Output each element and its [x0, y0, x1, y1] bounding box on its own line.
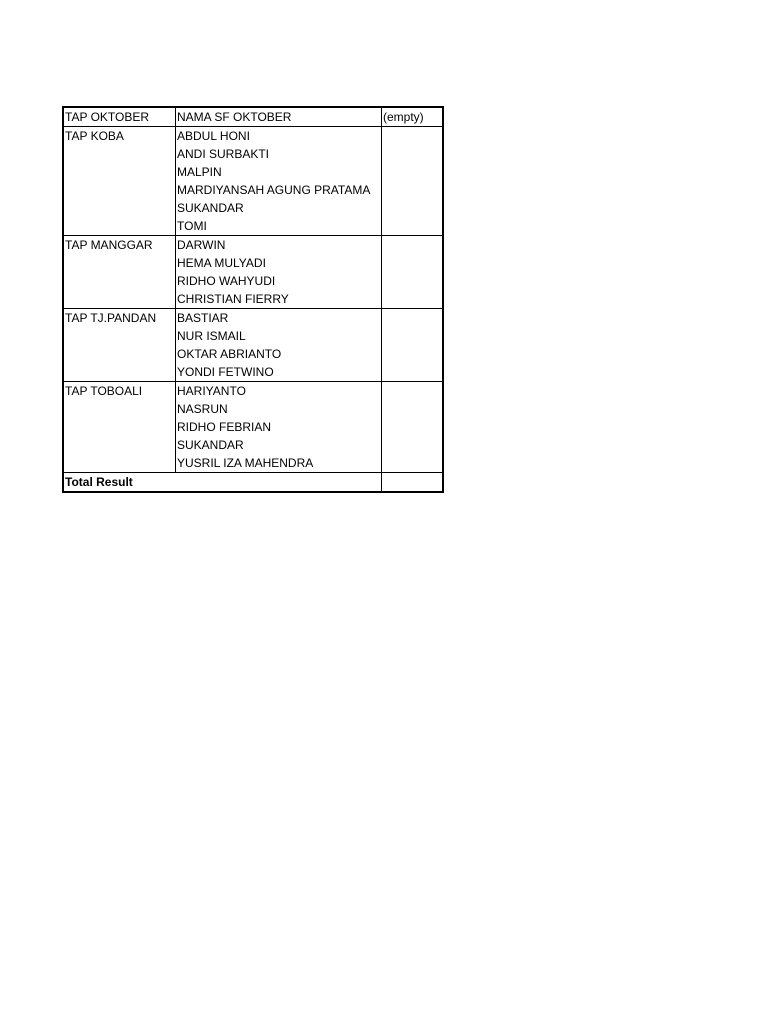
value-cell[interactable]	[382, 217, 444, 236]
value-cell[interactable]	[382, 436, 444, 454]
name-cell[interactable]: SUKANDAR	[176, 199, 382, 217]
value-cell[interactable]	[382, 327, 444, 345]
table-row	[63, 382, 443, 401]
value-cell[interactable]	[382, 382, 444, 401]
name-cell[interactable]: RIDHO FEBRIAN	[176, 418, 382, 436]
pivot-table	[62, 106, 444, 493]
tap-cell[interactable]: TAP TJ.PANDAN	[63, 309, 176, 328]
total-row	[63, 473, 443, 493]
name-cell[interactable]: NASRUN	[176, 400, 382, 418]
value-cell[interactable]	[382, 418, 444, 436]
table-row	[63, 217, 443, 236]
value-cell[interactable]	[382, 181, 444, 199]
tap-cell[interactable]: TAP TOBOALI	[63, 382, 176, 401]
table-row	[63, 327, 443, 345]
name-cell[interactable]: SUKANDAR	[176, 436, 382, 454]
tap-cell-blank[interactable]	[63, 436, 176, 454]
table-row	[63, 418, 443, 436]
name-cell[interactable]: YUSRIL IZA MAHENDRA	[176, 454, 382, 473]
value-cell[interactable]	[382, 272, 444, 290]
value-cell[interactable]	[382, 236, 444, 255]
tap-cell-blank[interactable]	[63, 454, 176, 473]
name-cell[interactable]: HARIYANTO	[176, 382, 382, 401]
name-cell[interactable]: OKTAR ABRIANTO	[176, 345, 382, 363]
value-cell[interactable]	[382, 363, 444, 382]
value-cell[interactable]	[382, 290, 444, 309]
value-cell[interactable]	[382, 454, 444, 473]
header-nama-sf-oktober[interactable]: NAMA SF OKTOBER	[176, 107, 382, 127]
value-cell[interactable]	[382, 345, 444, 363]
tap-cell-blank[interactable]	[63, 217, 176, 236]
value-cell[interactable]	[382, 145, 444, 163]
value-cell[interactable]	[382, 400, 444, 418]
table-row	[63, 163, 443, 181]
tap-cell[interactable]: TAP KOBA	[63, 127, 176, 146]
name-cell[interactable]: ANDI SURBAKTI	[176, 145, 382, 163]
header-tap-oktober[interactable]: TAP OKTOBER	[63, 107, 176, 127]
table-row	[63, 363, 443, 382]
tap-cell-blank[interactable]	[63, 290, 176, 309]
value-cell[interactable]	[382, 163, 444, 181]
name-cell[interactable]: ABDUL HONI	[176, 127, 382, 146]
tap-cell-blank[interactable]	[63, 199, 176, 217]
table-row	[63, 254, 443, 272]
table-row	[63, 454, 443, 473]
name-cell[interactable]: TOMI	[176, 217, 382, 236]
table-row	[63, 436, 443, 454]
table-row	[63, 199, 443, 217]
total-result-label[interactable]: Total Result	[63, 473, 382, 493]
name-cell[interactable]: MALPIN	[176, 163, 382, 181]
tap-cell-blank[interactable]	[63, 400, 176, 418]
tap-cell-blank[interactable]	[63, 181, 176, 199]
table-row	[63, 290, 443, 309]
spreadsheet-area	[62, 106, 444, 493]
tap-cell-blank[interactable]	[63, 163, 176, 181]
value-cell[interactable]	[382, 127, 444, 146]
table-row	[63, 400, 443, 418]
table-row	[63, 345, 443, 363]
name-cell[interactable]: NUR ISMAIL	[176, 327, 382, 345]
table-row	[63, 127, 443, 146]
header-row	[63, 107, 443, 127]
tap-cell[interactable]: TAP MANGGAR	[63, 236, 176, 255]
table-row	[63, 145, 443, 163]
value-cell[interactable]	[382, 254, 444, 272]
name-cell[interactable]: HEMA MULYADI	[176, 254, 382, 272]
name-cell[interactable]: YONDI FETWINO	[176, 363, 382, 382]
table-row	[63, 236, 443, 255]
tap-cell-blank[interactable]	[63, 145, 176, 163]
name-cell[interactable]: CHRISTIAN FIERRY	[176, 290, 382, 309]
tap-cell-blank[interactable]	[63, 363, 176, 382]
tap-cell-blank[interactable]	[63, 254, 176, 272]
tap-cell-blank[interactable]	[63, 418, 176, 436]
tap-cell-blank[interactable]	[63, 345, 176, 363]
header-empty[interactable]: (empty)	[382, 107, 444, 127]
table-row	[63, 181, 443, 199]
name-cell[interactable]: RIDHO WAHYUDI	[176, 272, 382, 290]
value-cell[interactable]	[382, 199, 444, 217]
value-cell[interactable]	[382, 309, 444, 328]
name-cell[interactable]: DARWIN	[176, 236, 382, 255]
table-row	[63, 309, 443, 328]
tap-cell-blank[interactable]	[63, 327, 176, 345]
name-cell[interactable]: MARDIYANSAH AGUNG PRATAMA	[176, 181, 382, 199]
total-value-cell[interactable]	[382, 473, 444, 493]
table-row	[63, 272, 443, 290]
name-cell[interactable]: BASTIAR	[176, 309, 382, 328]
tap-cell-blank[interactable]	[63, 272, 176, 290]
